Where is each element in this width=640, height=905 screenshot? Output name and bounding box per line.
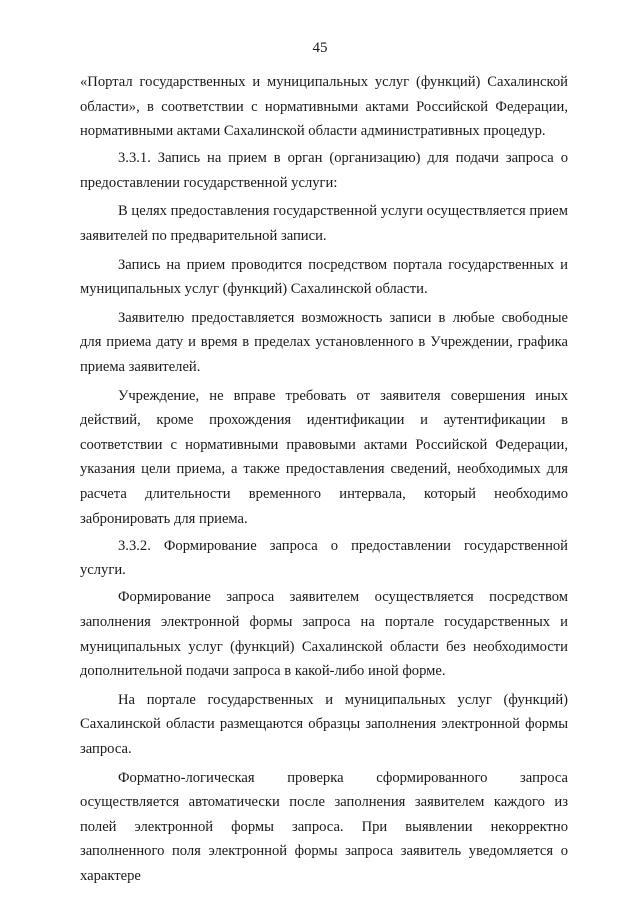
paragraph-section-3-3-1: 3.3.1. Запись на прием в орган (организацию) для подачи запроса о предоставлении государственной услуги: xyxy=(80,150,568,191)
paragraph-format-check: Форматно-логическая проверка сформированного запроса осуществляется автоматически после заполнения заявителем каждого из полей электронной формы запроса. При выявлении некорректно заполненного поля электронной формы запроса заявитель уведомляется о характере xyxy=(80,769,568,884)
paragraph-section-3-3-2: 3.3.2. Формирование запроса о предоставлении государственной услуги. xyxy=(80,537,568,579)
paragraph-request-formation: Формирование запроса заявителем осуществляется посредством заполнения электронной формы запроса на портале государственных и муниципальных услуг (функций) Сахалинской области без необходимости дополнительной подачи запроса в какой-либо иной форме. xyxy=(80,589,568,680)
document-body xyxy=(80,70,568,891)
paragraph-preliminary-record: В целях предоставления государственной услуги осуществляется прием заявителей по предварительной записи. xyxy=(80,203,568,245)
paragraph-free-slots: Заявителю предоставляется возможность записи в любые свободные для приема дату и время в пределах установленного в Учреждении, графика приема заявителей. xyxy=(80,309,568,376)
paragraph-portal-record: Запись на прием проводится посредством портала государственных и муниципальных услуг (функций) Сахалинской области. xyxy=(80,256,568,298)
page-number: 45 xyxy=(312,40,328,56)
paragraph-institution-restrictions: Учреждение, не вправе требовать от заявителя совершения иных действий, кроме прохождения идентификации и аутентификации в соответствии с нормативными правовыми актами Российской Федерации, указания цели приема, а также предоставления сведений, необходимых для расчета длительности временного интервала, который необходимо забронировать для приема. xyxy=(80,387,568,527)
paragraph-form-samples: На портале государственных и муниципальных услуг (функций) Сахалинской области размещаются образцы заполнения электронной формы запроса. xyxy=(80,691,568,757)
paragraph-continuation: «Портал государственных и муниципальных услуг (функций) Сахалинской области», в соответствии с нормативными актами Российской Федерации, нормативными актами Сахалинской области административных процедур. xyxy=(80,74,568,140)
